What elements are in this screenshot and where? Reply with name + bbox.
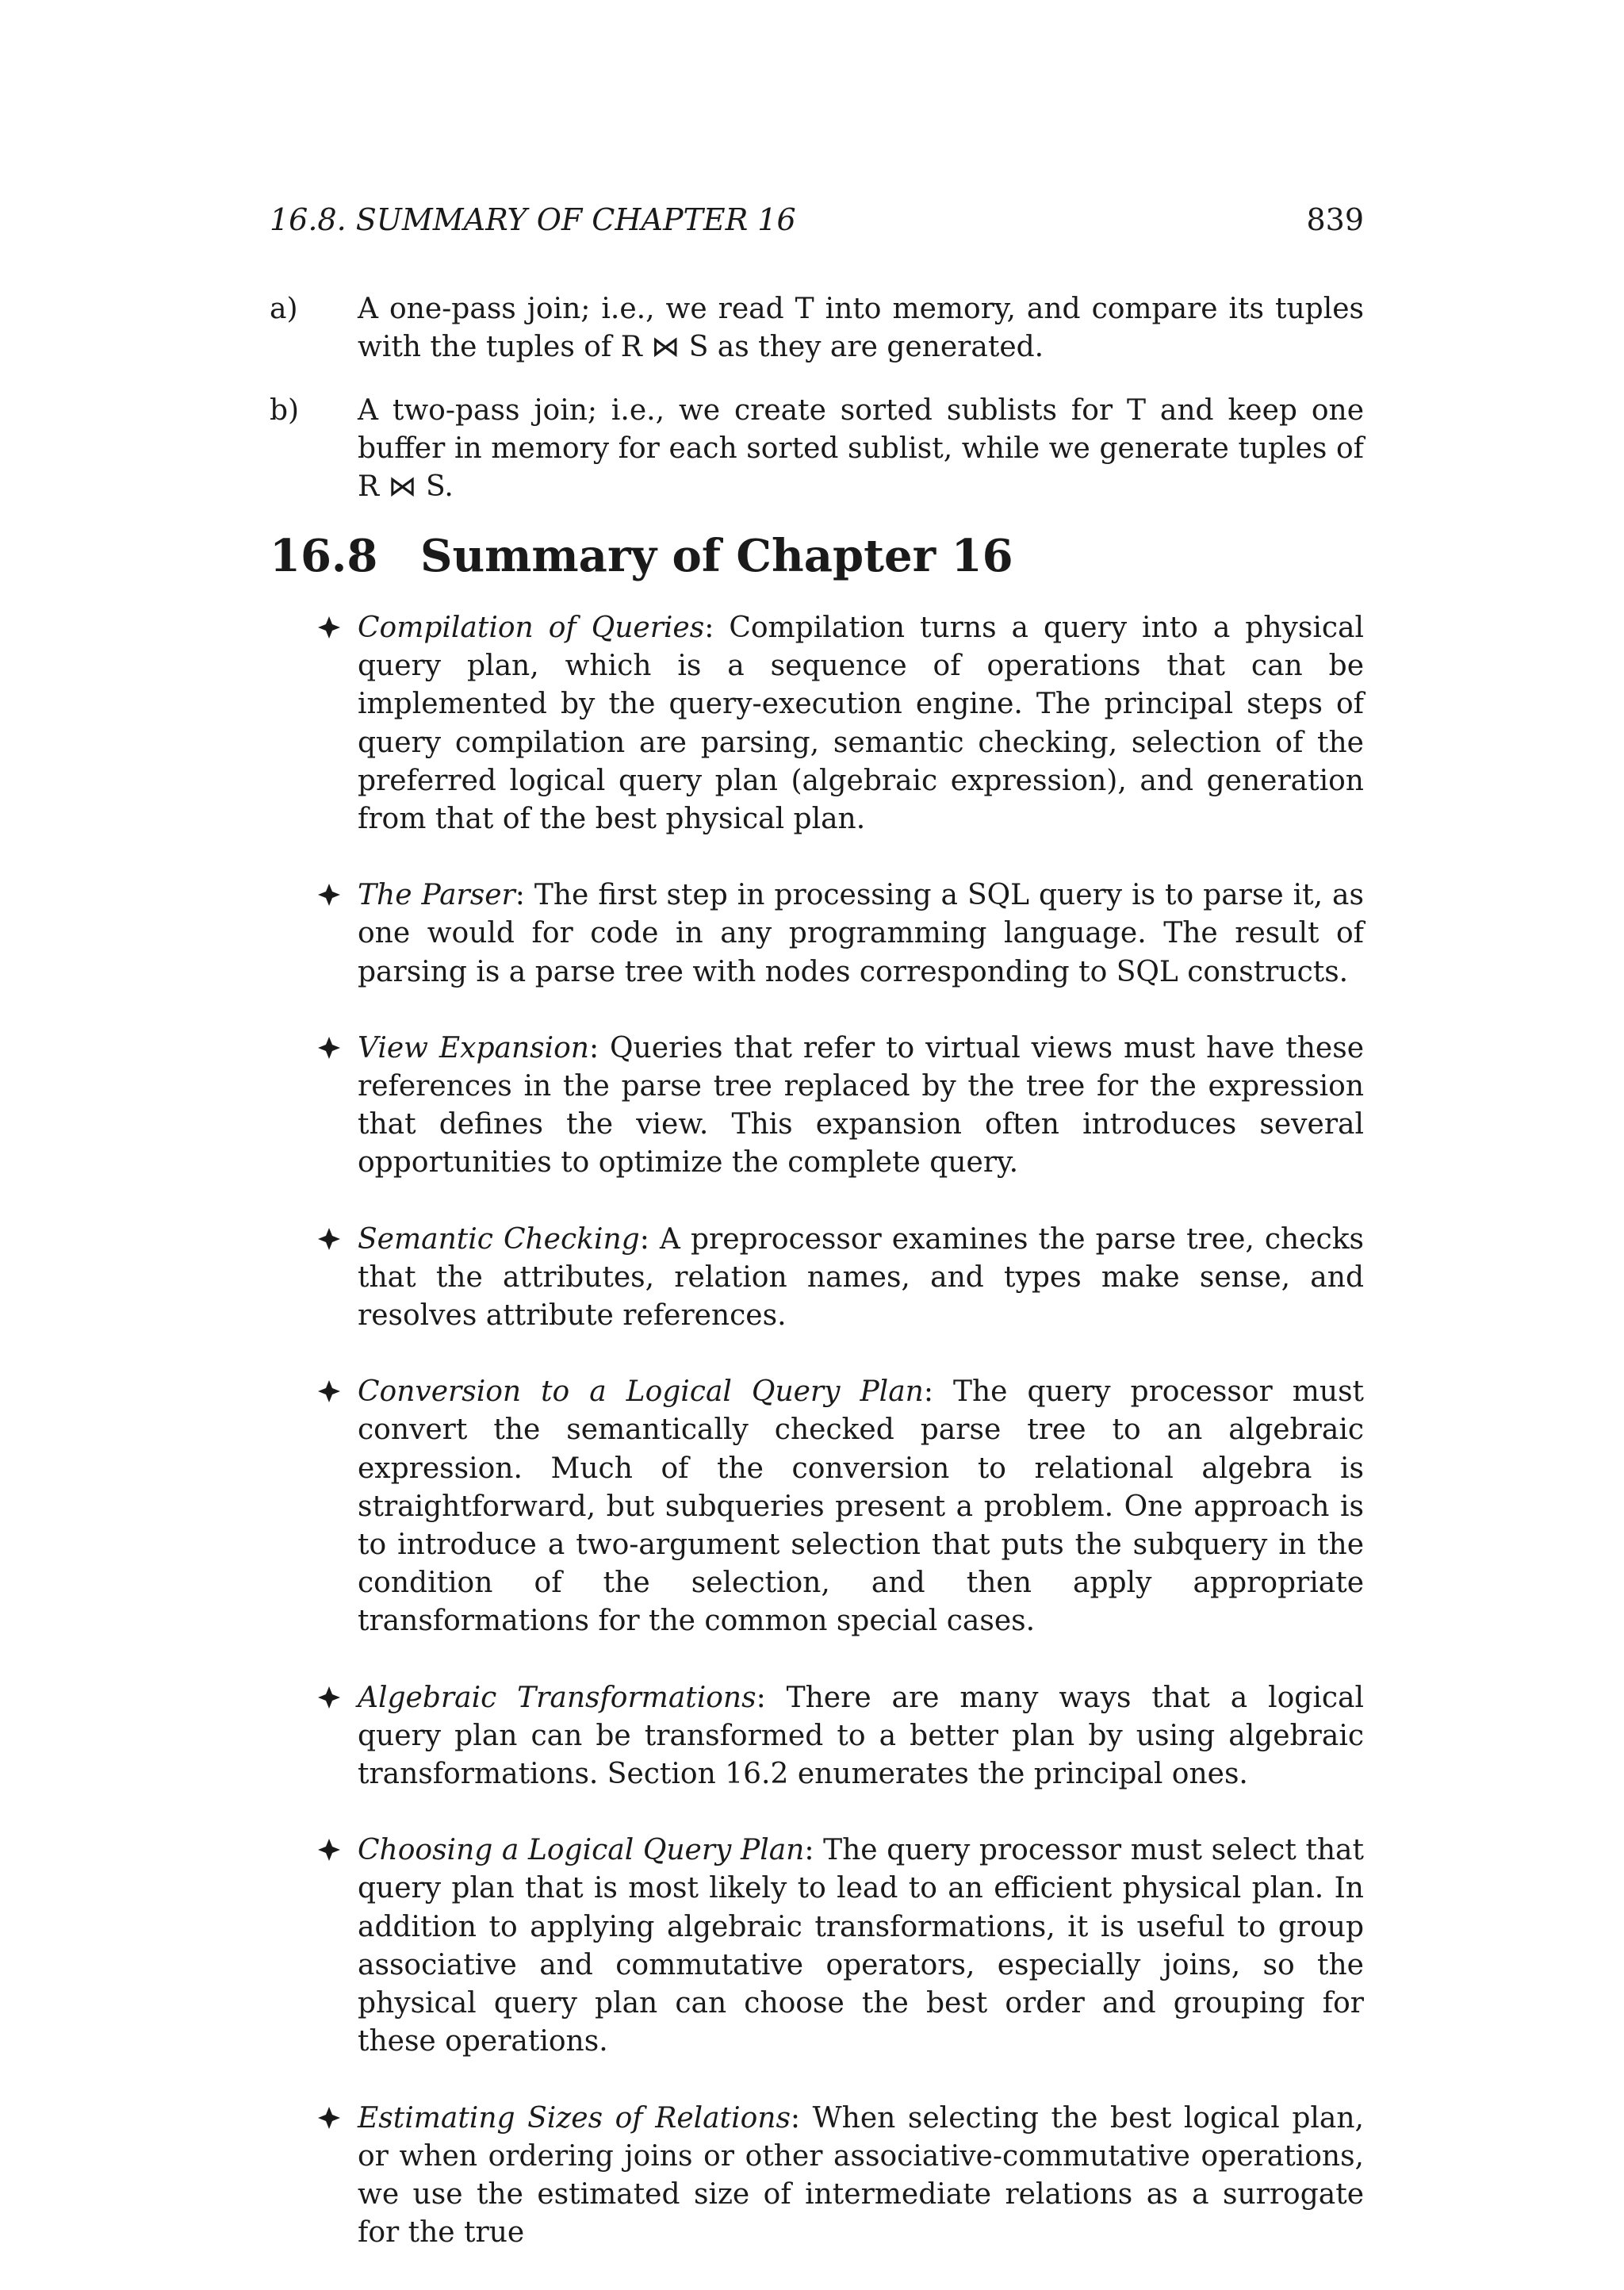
summary-term: The Parser (358, 879, 515, 912)
summary-item-text: Estimating Sizes of Relations: When selecting the best logical plan, or when ordering joins or other associative-commutative operations, we use the estimated size of intermediate relations as a surrogate for the true (358, 2101, 1364, 2250)
diamond-bullet-icon (317, 1036, 341, 1060)
page-number: 839 (1306, 202, 1364, 237)
summary-body: A preprocessor examines the parse tree, checks that the attributes, relation names, and types make sense, and resolves attribute references. (358, 1222, 1364, 1333)
section-title: Summary of Chapter 16 (420, 530, 1013, 582)
summary-body: The query processor must convert the semantically checked parse tree to an algebraic expression. Much of the conversion to relational algebra is straightforward, but subqueries present a problem. One approach is to introduce a two-argument selection that puts the subquery in the condition of the selection, and then apply appropriate transformations for the common special cases. (358, 1375, 1365, 1638)
section-number: 16.8 (270, 530, 378, 582)
summary-list (317, 609, 1364, 2290)
summary-item-text: View Expansion: Queries that refer to virtual views must have these references in the parse tree replaced by the tree for the expression that defines the view. This expansion often introduces several opportunities to optimize the complete query. (358, 1031, 1364, 1180)
summary-item-text: Choosing a Logical Query Plan: The query processor must select that query plan that is most likely to lead to an efficient physical plan. In addition to applying algebraic transformations, it is useful to group associative and commutative operators, especially joins, so the physical query plan can choose the best order and grouping for these operations. (358, 1834, 1364, 2058)
enum-label: b) (270, 394, 300, 427)
section-heading (270, 528, 1364, 584)
summary-term: Estimating Sizes of Relations (358, 2101, 791, 2135)
diamond-bullet-icon (317, 1227, 341, 1251)
summary-item-text: Conversion to a Logical Query Plan: The query processor must convert the semantically checked parse tree to an algebraic expression. Much of the conversion to relational algebra is straightforward, but subqueries present a problem. One approach is to introduce a two-argument selection that puts the subquery in the condition of the selection, and then apply appropriate transformations for the common special cases. (358, 1375, 1365, 1638)
enum-item-b (270, 392, 1364, 506)
enum-text: A two-pass join; i.e., we create sorted sublists for T and keep one buffer in memory for each sorted sublist, while we generate tuples of R ⋈ S. (358, 394, 1364, 503)
summary-item-view-expansion (317, 1030, 1364, 1183)
summary-item-compilation (317, 609, 1364, 838)
summary-term: Choosing a Logical Query Plan (358, 1834, 805, 1867)
summary-body: Queries that refer to virtual views must have these references in the parse tree replaced by the tree for the expression that defines the view. This expansion often introduces several opportunities to optimize the complete query. (358, 1031, 1364, 1180)
summary-item-conversion (317, 1373, 1364, 1640)
summary-item-text: The Parser: The first step in processing a SQL query is to parse it, as one would for code in any programming language. The result of parsing is a parse tree with nodes corresponding to SQL constructs. (358, 879, 1364, 988)
summary-item-parser (317, 876, 1364, 992)
diamond-bullet-icon (317, 616, 341, 639)
diamond-bullet-icon (317, 883, 341, 907)
summary-item-choosing-plan (317, 1832, 1364, 2061)
diamond-bullet-icon (317, 1686, 341, 1709)
summary-term: Conversion to a Logical Query Plan (358, 1375, 924, 1409)
diamond-bullet-icon (317, 1379, 341, 1403)
running-title: 16.8. SUMMARY OF CHAPTER 16 (270, 202, 796, 237)
summary-body: When selecting the best logical plan, or when ordering joins or other associative-commutative operations, we use the estimated size of intermediate relations as a surrogate for the true (358, 2101, 1364, 2250)
summary-body: The first step in processing a SQL query is to parse it, as one would for code in any programming language. The result of parsing is a parse tree with nodes corresponding to SQL constructs. (358, 879, 1364, 988)
running-head (270, 200, 1364, 240)
enum-text: A one-pass join; i.e., we read T into memory, and compare its tuples with the tuples of R ⋈ S as they are generated. (358, 293, 1364, 363)
summary-term: Compilation of Queries (358, 612, 705, 644)
summary-item-text: Algebraic Transformations: There are many ways that a logical query plan can be transformed to a better plan by using algebraic transformations. Section 16.2 enumerates the principal ones. (358, 1681, 1364, 1791)
summary-item-text: Semantic Checking: A preprocessor examines the parse tree, checks that the attributes, relation names, and types make sense, and resolves attribute references. (358, 1222, 1364, 1333)
enum-label: a) (270, 293, 298, 325)
summary-term: Algebraic Transformations (358, 1681, 756, 1714)
summary-body: The query processor must select that query plan that is most likely to lead to an efficient physical plan. In addition to applying algebraic transformations, it is useful to group associative and commutative operators, especially joins, so the physical query plan can choose the best order and grouping for these operations. (358, 1834, 1364, 2058)
summary-item-estimating-sizes (317, 2100, 1364, 2253)
summary-body: There are many ways that a logical query plan can be transformed to a better plan by using algebraic transformations. Section 16.2 enumerates the principal ones. (358, 1681, 1364, 1791)
summary-term: Semantic Checking (358, 1222, 640, 1256)
enum-item-a (270, 290, 1364, 366)
summary-item-text: Compilation of Queries: Compilation turns a query into a physical query plan, which is a sequence of operations that can be implemented by the query-execution engine. The principal steps of query compilation are parsing, semantic checking, selection of the preferred logical query plan (algebraic expression), and generation from that of the best physical plan. (358, 612, 1364, 836)
summary-item-algebraic-transformations (317, 1679, 1364, 1794)
diamond-bullet-icon (317, 2106, 341, 2130)
summary-body: Compilation turns a query into a physical query plan, which is a sequence of operations that can be implemented by the query-execution engine. The principal steps of query compilation are parsing, semantic checking, selection of the preferred logical query plan (algebraic expression), and generation from that of the best physical plan. (358, 612, 1364, 836)
summary-item-semantic-checking (317, 1221, 1364, 1336)
summary-term: View Expansion (358, 1031, 589, 1064)
diamond-bullet-icon (317, 1838, 341, 1862)
